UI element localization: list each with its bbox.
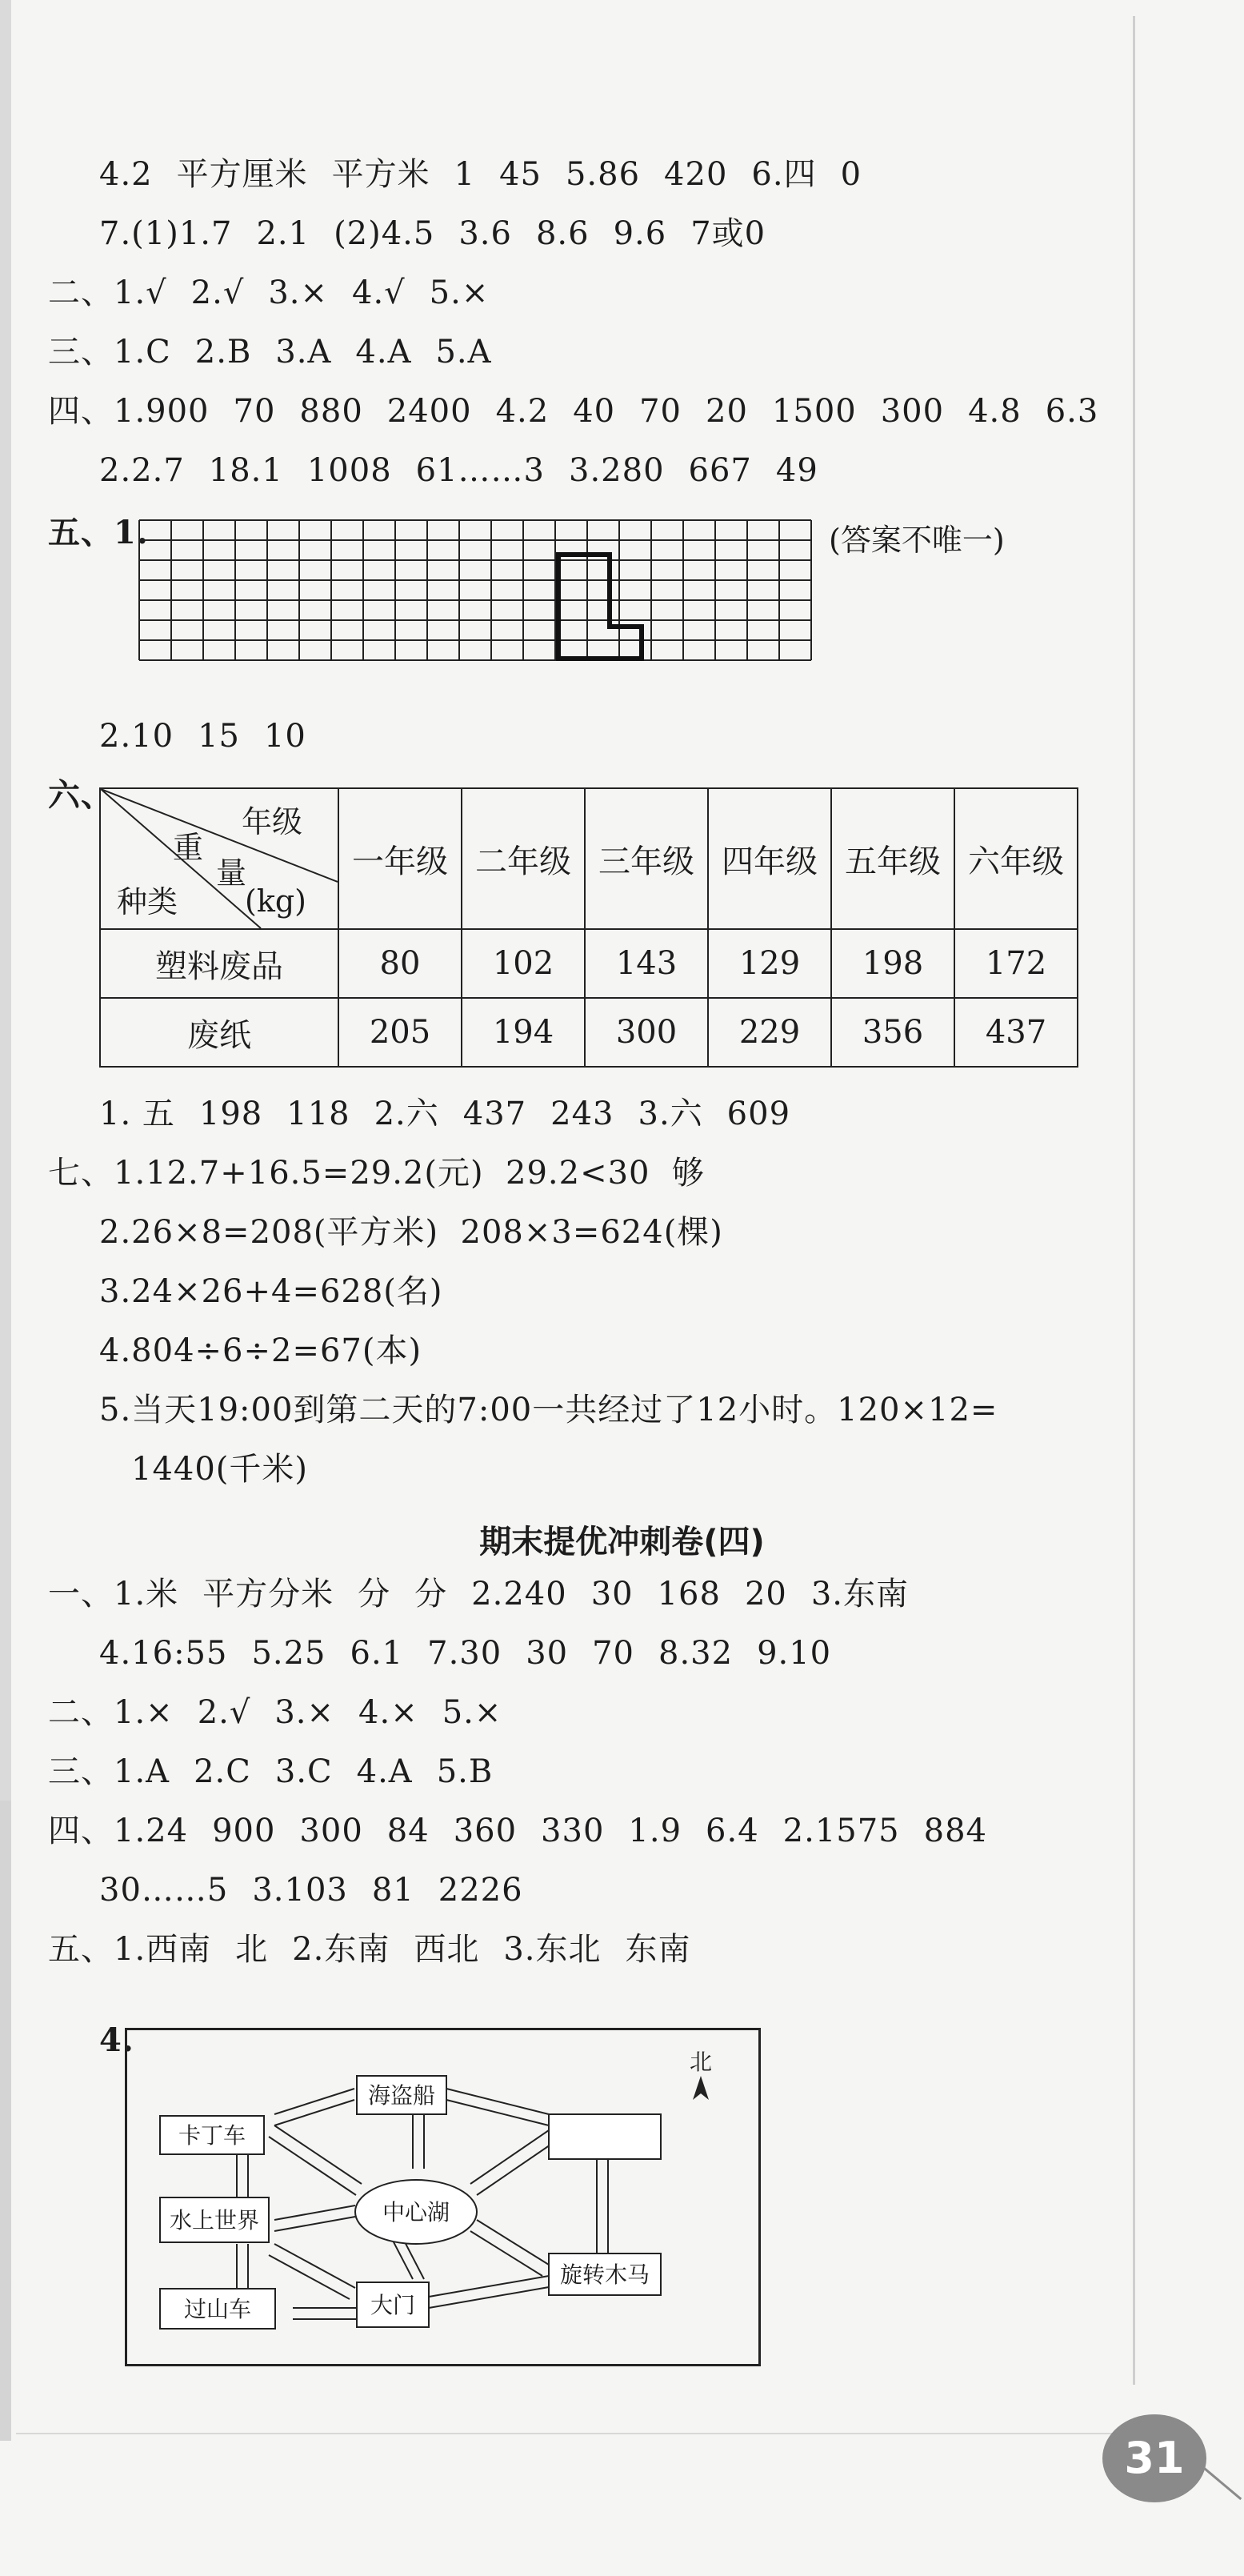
grade-header: 一年级 — [338, 788, 462, 929]
p2-answer-line-2 — [99, 1629, 855, 1677]
answer-token: 平方米 — [331, 156, 430, 193]
answer-token: 四、1.900 — [48, 393, 210, 430]
answer-token: 2.六 — [374, 1096, 439, 1132]
margin-line — [1133, 16, 1135, 2385]
answer-token: 0 — [840, 156, 862, 193]
answer-note: (答案不唯一) — [829, 523, 1005, 558]
corner-weight-label-1: 重 — [173, 830, 204, 865]
table-cell: 172 — [954, 929, 1078, 998]
answer-token: 3.6 — [458, 215, 512, 252]
table-cell: 194 — [462, 998, 585, 1067]
answer-line-2 — [99, 210, 790, 258]
answer-token: 2.240 — [471, 1576, 567, 1613]
answer-token: 437 — [462, 1096, 527, 1132]
answer-line-9 — [99, 1090, 814, 1138]
answer-token: 81 — [371, 1872, 414, 1909]
answer-token: 3.A — [275, 334, 332, 371]
answer-token: 三、1.C — [48, 334, 171, 371]
map-carousel: 旋转木马 — [559, 2262, 650, 2288]
map-water-world: 水上世界 — [169, 2207, 260, 2233]
table-row — [100, 929, 1078, 998]
answer-token: 884 — [923, 1813, 987, 1849]
answer-token: 3.C — [274, 1753, 333, 1790]
north-label: 北 — [689, 2049, 713, 2075]
map-question-label: 4. — [99, 2021, 134, 2059]
answer-line-5 — [48, 387, 1122, 435]
answer-token: 北 — [235, 1931, 269, 1968]
answer-token: 10 — [263, 718, 306, 755]
answer-token: 5.× — [442, 1694, 502, 1731]
grid-shape — [558, 555, 642, 659]
answer-token: 2.2.7 — [99, 452, 185, 489]
answer-token: 5.× — [429, 274, 490, 311]
answer-token: 20 — [706, 393, 748, 430]
answer-token: 880 — [299, 393, 363, 430]
word-problem-4: 4.804÷6÷2=67(本) — [99, 1332, 422, 1369]
word-problem-5: 5.当天19:00到第二天的7:00一共经过了12小时。120×12= — [99, 1392, 998, 1428]
answer-token: 7.30 — [427, 1635, 502, 1672]
answer-token: 1008 — [306, 452, 392, 489]
answer-token: 168 — [657, 1576, 721, 1613]
map-lake: 中心湖 — [382, 2199, 450, 2225]
answer-token: 2.1 — [256, 215, 310, 252]
answer-token: 3.× — [274, 1694, 335, 1731]
p2-answer-line-3 — [48, 1689, 526, 1737]
waste-table — [99, 787, 1078, 1068]
answer-token: 1. 五 — [99, 1096, 175, 1132]
answer-token: 三、1.A — [48, 1753, 170, 1790]
answer-token: 1 — [454, 156, 476, 193]
answer-token: 2400 — [386, 393, 472, 430]
answer-token: 30 — [526, 1635, 569, 1672]
answer-token: 1500 — [771, 393, 857, 430]
table-cell: 80 — [338, 929, 462, 998]
table-cell: 143 — [585, 929, 708, 998]
grade-header: 三年级 — [585, 788, 708, 929]
answer-token: 900 — [212, 1813, 276, 1849]
answer-token: (2)4.5 — [334, 215, 435, 252]
answer-token: 分 — [358, 1576, 391, 1613]
grade-header: 五年级 — [831, 788, 954, 929]
answer-token: 4.A — [355, 334, 412, 371]
word-problem-2: 2.26×8=208(平方米) 208×3=624(棵) — [99, 1214, 723, 1251]
answer-token: 4.× — [358, 1694, 418, 1731]
p2-answer-line-6 — [99, 1866, 547, 1914]
answer-token: 4.16:55 — [99, 1635, 228, 1672]
grade-header: 四年级 — [708, 788, 831, 929]
answer-token: 东南 — [625, 1931, 691, 1968]
row-label: 塑料废品 — [100, 929, 338, 998]
answer-line-3 — [48, 269, 513, 317]
north-arrow-icon — [693, 2076, 709, 2100]
corner-grade-label: 年级 — [242, 804, 303, 839]
answer-token: 9.6 — [613, 215, 667, 252]
answer-token: 5.25 — [251, 1635, 326, 1672]
word-problem-1: 七、1.12.7+16.5=29.2(元) 29.2<30 够 — [48, 1155, 705, 1192]
table-cell: 229 — [708, 998, 831, 1067]
answer-token: 5.86 — [565, 156, 641, 193]
answer-token: 9.10 — [757, 1635, 832, 1672]
answer-token: 5.A — [435, 334, 492, 371]
table-cell: 205 — [338, 998, 462, 1067]
map-gate: 大门 — [370, 2292, 416, 2318]
page-number-badge: 31 — [1102, 2414, 1206, 2502]
answer-token: 667 — [688, 452, 752, 489]
word-problem-3: 3.24×26+4=628(名) — [99, 1273, 443, 1310]
row-label: 废纸 — [100, 998, 338, 1067]
answer-token: 18.1 — [208, 452, 283, 489]
answer-token: 49 — [775, 452, 818, 489]
map-roller-coaster: 过山车 — [183, 2296, 252, 2322]
answer-token: 二、1.√ — [48, 274, 167, 311]
answer-token: 6.4 — [706, 1813, 759, 1849]
answer-token: 70 — [233, 393, 276, 430]
answer-line-8 — [99, 712, 330, 760]
answer-token: 6.3 — [1045, 393, 1099, 430]
answer-token: 五、1.西南 — [48, 1931, 212, 1968]
answer-token: 3.东北 — [503, 1931, 602, 1968]
table-cell: 356 — [831, 998, 954, 1067]
binding-edge-lower — [0, 1801, 11, 2441]
p2-answer-line-4 — [48, 1748, 517, 1796]
answer-token: 二、1.× — [48, 1694, 174, 1731]
bottom-line — [16, 2433, 1120, 2434]
answer-token: 420 — [664, 156, 728, 193]
park-map — [125, 2028, 765, 2370]
answer-token: 2.√ — [197, 1694, 251, 1731]
answer-token: 360 — [453, 1813, 518, 1849]
answer-token: 分 — [414, 1576, 448, 1613]
answer-token: 3.六 — [638, 1096, 703, 1132]
table-cell: 300 — [585, 998, 708, 1067]
answer-token: 198 — [198, 1096, 263, 1132]
table-cell: 129 — [708, 929, 831, 998]
answer-token: 609 — [726, 1096, 791, 1132]
answer-token: 2.B — [194, 334, 252, 371]
answer-token: 4.8 — [968, 393, 1022, 430]
answer-token: 118 — [286, 1096, 350, 1132]
answer-token: 8.6 — [535, 215, 590, 252]
answer-token: 300 — [880, 393, 945, 430]
answer-token: 平方分米 — [202, 1576, 334, 1613]
answer-token: 70 — [639, 393, 682, 430]
answer-line-4 — [48, 328, 516, 376]
section-six-label: 六、 — [48, 776, 114, 814]
answer-token: 30……5 — [99, 1872, 229, 1909]
section-title: 期末提优冲刺卷(四) — [479, 1524, 765, 1560]
table-cell: 198 — [831, 929, 954, 998]
table-row — [100, 998, 1078, 1067]
grade-header: 六年级 — [954, 788, 1078, 929]
section-five-label: 五、1. — [48, 514, 149, 551]
grade-header: 二年级 — [462, 788, 585, 929]
answer-token: 330 — [541, 1813, 605, 1849]
p2-answer-line-5 — [48, 1807, 1011, 1855]
answer-token: 3.× — [268, 274, 328, 311]
binding-edge — [0, 0, 11, 1921]
p2-answer-line-1 — [48, 1570, 933, 1618]
answer-token: 70 — [592, 1635, 634, 1672]
answer-token: 2226 — [438, 1872, 523, 1909]
answer-line-6 — [99, 447, 842, 495]
answer-token: 1.9 — [628, 1813, 682, 1849]
answer-token: 四、1.24 — [48, 1813, 189, 1849]
answer-token: 45 — [499, 156, 542, 193]
answer-token: 7.(1)1.7 — [99, 215, 233, 252]
corner-type-label: 种类 — [117, 884, 178, 919]
answer-token: 40 — [573, 393, 616, 430]
answer-token: 3.280 — [569, 452, 665, 489]
answer-token: 2.1575 — [782, 1813, 900, 1849]
answer-token: 5.B — [436, 1753, 494, 1790]
corner-unit-label: (kg) — [245, 883, 307, 919]
answer-token: 3.东南 — [810, 1576, 910, 1613]
answer-token: 300 — [299, 1813, 363, 1849]
p2-answer-line-7 — [48, 1925, 715, 1973]
square-grid — [138, 519, 826, 679]
answer-token: 243 — [550, 1096, 614, 1132]
answer-token: 2.10 — [99, 718, 174, 755]
answer-token: 3.103 — [252, 1872, 348, 1909]
answer-token: 6.1 — [350, 1635, 404, 1672]
answer-token: 84 — [386, 1813, 430, 1849]
map-pirate-ship: 海盗船 — [367, 2082, 436, 2109]
answer-token: 平方厘米 — [176, 156, 308, 193]
answer-token: 7或0 — [690, 215, 766, 252]
answer-token: 一、1.米 — [48, 1576, 179, 1613]
map-kart: 卡丁车 — [178, 2122, 246, 2149]
answer-token: 4.2 — [495, 393, 550, 430]
table-cell: 102 — [462, 929, 585, 998]
answer-token: 2.√ — [190, 274, 245, 311]
answer-token: 15 — [198, 718, 240, 755]
answer-token: 4.A — [356, 1753, 413, 1790]
corner-weight-label-2: 量 — [216, 855, 247, 891]
answer-token: 61……3 — [415, 452, 545, 489]
word-problem-5-cont: 1440(千米) — [131, 1451, 309, 1488]
answer-token: 20 — [744, 1576, 787, 1613]
table-corner — [100, 788, 338, 929]
answer-token: 4.2 — [99, 156, 153, 193]
answer-token: 8.32 — [658, 1635, 734, 1672]
answer-token: 6.四 — [751, 156, 817, 193]
answer-token: 30 — [590, 1576, 634, 1613]
answer-token: 2.东南 — [292, 1931, 390, 1968]
answer-token: 西北 — [414, 1931, 480, 1968]
answer-token: 4.√ — [352, 274, 406, 311]
answer-token: 2.C — [194, 1753, 251, 1790]
table-cell: 437 — [954, 998, 1078, 1067]
answer-line-1 — [99, 150, 886, 198]
